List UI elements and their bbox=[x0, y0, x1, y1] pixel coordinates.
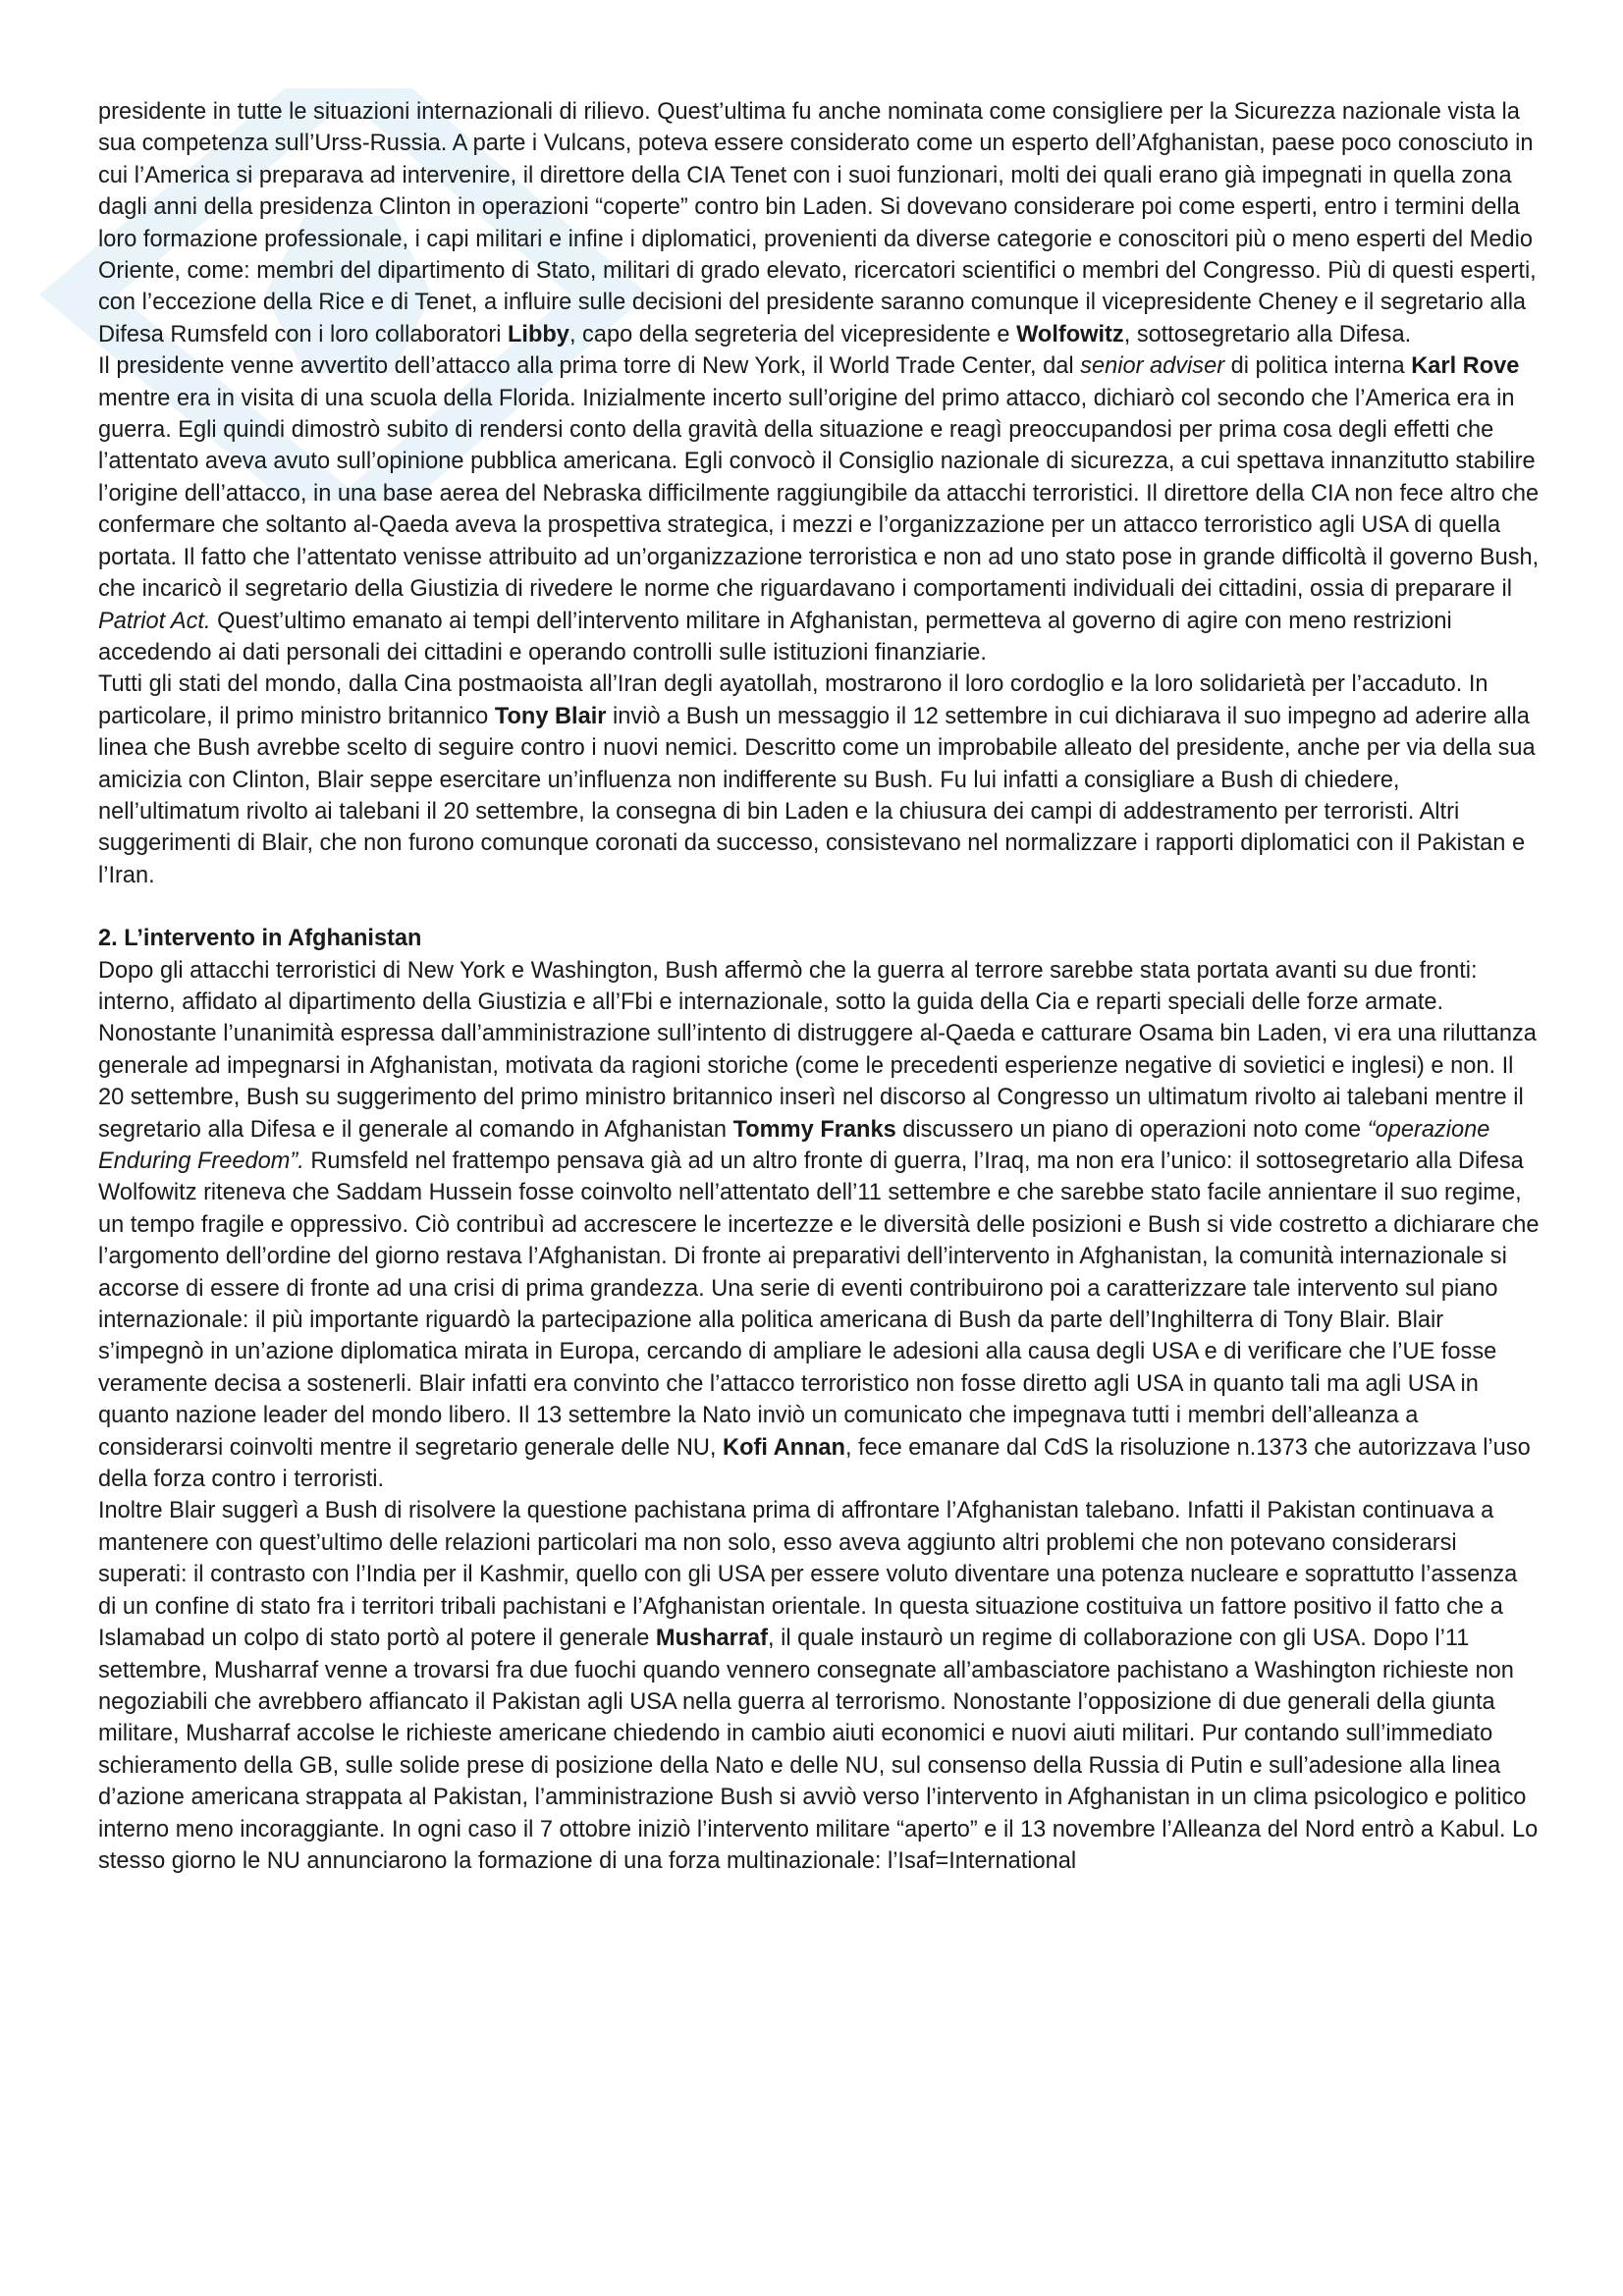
italic-run: Patriot Act. bbox=[98, 608, 211, 634]
bold-run: Kofi Annan bbox=[723, 1434, 845, 1461]
text-run: Dopo gli attacchi terroristici di New York e Washington, Bush affermò che la guerra al terrore sarebbe stata portata avanti su due fronti: interno, affidato al dipartimento della Giustizia e all’Fbi e internazionale, sotto la guida della Cia e reparti speciali delle forze armate. Nonostante l’unanimità espressa dall’amministrazione sull’intento di distruggere al-Qaeda e catturare Osama bin Laden, vi era una riluttanza generale ad impegnarsi in Afghanistan, motivata da ragioni storiche (come le precedenti esperienze negative di sovietici e inglesi) e non. Il 20 settembre, Bush su suggerimento del primo ministro britannico inserì nel discorso al Congresso un ultimatum rivolto ai talebani mentre il segretario alla Difesa e il generale al comando in Afghanistan bbox=[98, 957, 1537, 1143]
text-run: Tutti gli stati del mondo, dalla Cina postmaoista all’Iran degli ayatollah, mostrarono il loro cordoglio e la loro solidarietà per l’accaduto. In particolare, il primo ministro britannico bbox=[98, 671, 1488, 729]
text-run: di politica interna bbox=[1224, 353, 1412, 380]
text-run: discussero un piano di operazioni noto come bbox=[895, 1116, 1368, 1143]
section-heading: 2. L’intervento in Afghanistan bbox=[98, 926, 422, 952]
italic-run: senior adviser bbox=[1080, 353, 1225, 380]
text-run: , fece emanare dal CdS la risoluzione n.1373 che autorizzava l’uso della forza contro i terroristi. bbox=[98, 1434, 1531, 1493]
text-run: Il presidente venne avvertito dell’attacco alla prima torre di New York, il World Trade Center, dal bbox=[98, 353, 1081, 380]
text-run: , capo della segreteria del vicepresidente e bbox=[568, 321, 1017, 347]
bold-run: Tommy Franks bbox=[732, 1116, 896, 1143]
text-run: Rumsfeld nel frattempo pensava già ad un altro fronte di guerra, l’Iraq, ma non era l’unico: il sottosegretario alla Difesa Wolfowitz riteneva che Saddam Hussein fosse coinvolto nell’attentato dell’11 settembre e che sarebbe stato facile annientare il suo regime, un tempo fragile e oppressivo. Ciò contribuì ad accrescere le incertezze e le diversità delle posizioni e Bush si vide costretto a dichiarare che l’argomento dell’ordine del giorno restava l’Afghanistan. Di fronte ai preparativi dell’intervento in Afghanistan, la comunità internazionale si accorse di essere di fronte ad una crisi di prima grandezza. Una serie di eventi contribuirono poi a caratterizzare tale intervento sul piano internazionale: il più importante riguardò la partecipazione alla politica americana di Bush da parte dell’Inghilterra di Tony Blair. Blair s’impegnò in un’azione diplomatica mirata in Europa, cercando di ampliare le adesioni alla causa degli USA e di verificare che l’UE fosse veramente decisa a sostenerli. Blair infatti era convinto che l’attacco terroristico non fosse diretto agli USA in quanto tali ma agli USA in quanto nazione leader del mondo libero. Il 13 settembre la Nato inviò un comunicato che impegnava tutti i membri dell’alleanza a considerarsi coinvolti mentre il segretario generale delle NU, bbox=[98, 1148, 1540, 1461]
bold-run: Tony Blair bbox=[494, 703, 607, 729]
text-run: , sottosegretario alla Difesa. bbox=[1123, 321, 1412, 347]
text-run: inviò a Bush un messaggio il 12 settembre in cui dichiarava il suo impegno ad aderire alla linea che Bush avrebbe scelto di seguire contro i nuovi nemici. Descritto come un improbabile alleato del presidente, anche per via della sua amicizia con Clinton, Blair seppe esercitare un’influenza non indifferente su Bush. Fu lui infatti a consigliare a Bush di chiedere, nell’ultimatum rivolto ai talebani il 20 settembre, la consegna di bin Laden e la chiusura dei campi di addestramento per terroristi. Altri suggerimenti di Blair, che non furono comunque coronati da successo, consistevano nel normalizzare i rapporti diplomatici con il Pakistan e l’Iran. bbox=[98, 703, 1536, 888]
text-run: mentre era in visita di una scuola della Florida. Inizialmente incerto sull’origine del primo attacco, dichiarò col secondo che l’America era in guerra. Egli quindi dimostrò subito di rendersi conto della gravità della situazione e reagì preoccupandosi per prima cosa degli effetti che l’attentato aveva avuto sull’opinione pubblica americana. Egli convocò il Consiglio nazionale di sicurezza, a cui spettava innanzitutto stabilire l’origine dell’attacco, in una base aerea del Nebraska difficilmente raggiungibile da attacchi terroristici. Il direttore della CIA non fece altro che confermare che soltanto al-Qaeda aveva la prospettiva strategica, i mezzi e l’organizzazione per un attacco terroristico agli USA di quella portata. Il fatto che l’attentato venisse attribuito ad un’organizzazione terroristica e non ad uno stato pose in grande difficoltà il governo Bush, che incaricò il segretario della Giustizia di rivedere le norme che riguardavano i comportamenti individuali dei cittadini, ossia di preparare il bbox=[98, 385, 1540, 603]
bold-run: Musharraf bbox=[655, 1626, 768, 1652]
bold-run: Libby bbox=[508, 321, 569, 347]
text-run: presidente in tutte le situazioni internazionali di rilievo. Quest’ultima fu anche nominata come consigliere per la Sicurezza nazionale vista la sua competenza sull’Urss-Russia. A parte i Vulcans, poteva essere considerato come un esperto dell’Afghanistan, paese poco conosciuto in cui l’America si preparava ad intervenire, il direttore della CIA Tenet con i suoi funzionari, molti dei quali erano già impegnati in quella zona dagli anni della presidenza Clinton in operazioni “coperte” contro bin Laden. Si dovevano considerare poi come esperti, entro i termini della loro formazione professionale, i capi militari e infine i diplomatici, provenienti da diverse categorie e conoscitori più o meno esperti del Medio Oriente, come: membri del dipartimento di Stato, militari di grado elevato, ricercatori scientifici o membri del Congresso. Più di questi esperti, con l’eccezione della Rice e di Tenet, a influire sulle decisioni del presidente saranno comunque il vicepresidente Cheney e il segretario alla Difesa Rumsfeld con i loro collaboratori bbox=[98, 99, 1537, 347]
section-gap bbox=[98, 891, 1542, 923]
bold-run: Wolfowitz bbox=[1016, 321, 1124, 347]
text-run: Quest’ultimo emanato ai tempi dell’intervento militare in Afghanistan, permetteva al governo di agire con meno restrizioni accedendo ai dati personali dei cittadini e operando controlli sulle istituzioni finanziarie. bbox=[98, 608, 1452, 666]
paragraph bbox=[98, 350, 1542, 668]
paragraph bbox=[98, 668, 1542, 891]
document-page bbox=[98, 96, 1542, 1877]
text-run: Inoltre Blair suggerì a Bush di risolvere la questione pachistana prima di affrontare l’Afghanistan talebano. Infatti il Pakistan continuava a mantenere con quest’ultimo delle relazioni particolari ma non solo, esso aveva aggiunto altri problemi che non potevano considerarsi superati: il contrasto con l’India per il Kashmir, quello con gli USA per essere voluto diventare una potenza nucleare e soprattutto l’assenza di un confine di stato fra i territori tribali pachistani e l’Afghanistan orientale. In questa situazione costituiva un fattore positivo il fatto che a Islamabad un colpo di stato portò al potere il generale bbox=[98, 1498, 1518, 1652]
paragraphs-before bbox=[98, 96, 1542, 891]
text-run: , il quale instaurò un regime di collaborazione con gli USA. Dopo l’11 settembre, Musharraf venne a trovarsi fra due fuochi quando vennero consegnate all’ambasciatore pachistano a Washington richieste non negoziabili che avrebbero affiancato il Pakistan agli USA nella guerra al terrorismo. Nonostante l’opposizione di due generali della giunta militare, Musharraf accolse le richieste americane chiedendo in cambio aiuti economici e nuovi aiuti militari. Pur contando sull’immediato schieramento della GB, sulle solide prese di posizione della Nato e delle NU, sul consenso della Russia di Putin e sull’adesione alla linea d’azione americana strappata al Pakistan, l’amministrazione Bush si avviò verso l’intervento in Afghanistan in un clima psicologico e politico interno meno incoraggiante. In ogni caso il 7 ottobre iniziò l’intervento militare “aperto” e il 13 novembre l’Alleanza del Nord entrò a Kabul. Lo stesso giorno le NU annunciarono la formazione di una forza multinazionale: l’Isaf=International bbox=[98, 1626, 1539, 1874]
paragraphs-after bbox=[98, 955, 1542, 1878]
italic-run: “operazione Enduring Freedom”. bbox=[98, 1116, 1490, 1174]
paragraph bbox=[98, 955, 1542, 1496]
paragraph bbox=[98, 96, 1542, 350]
paragraph bbox=[98, 1495, 1542, 1877]
bold-run: Karl Rove bbox=[1411, 353, 1520, 380]
